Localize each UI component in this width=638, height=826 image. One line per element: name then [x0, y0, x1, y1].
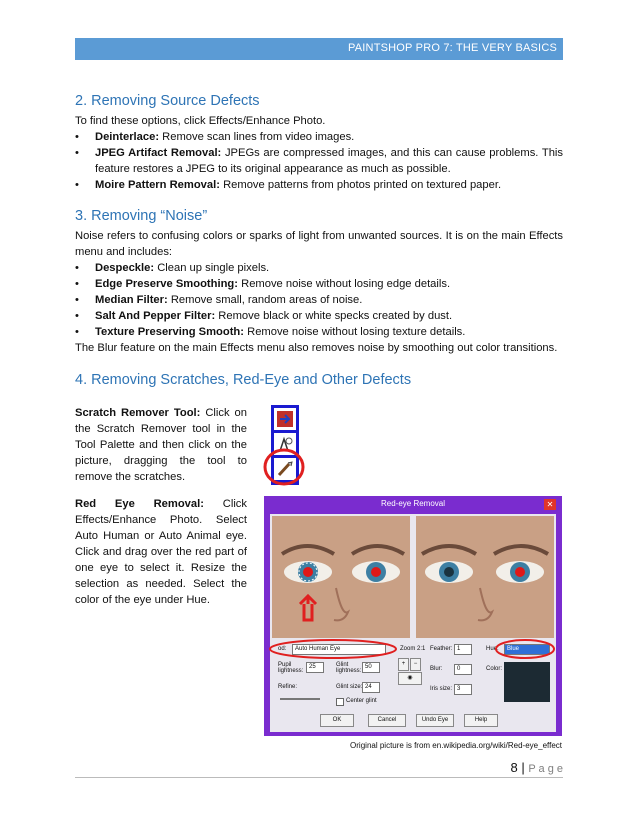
header-title: PAINTSHOP PRO 7: THE VERY BASICS	[348, 42, 557, 54]
iris-input[interactable]: 3	[454, 684, 472, 695]
term: Moire Pattern Removal:	[95, 179, 220, 191]
face-image	[416, 516, 554, 638]
pupil-label: Pupil lightness:	[278, 662, 304, 674]
term: Deinterlace:	[95, 131, 160, 143]
term: Scratch Remover Tool:	[75, 407, 201, 419]
page-word: P a g e	[528, 763, 563, 775]
pupil-input[interactable]: 25	[306, 662, 324, 673]
glint-lightness-input[interactable]: 50	[362, 662, 380, 673]
bullet-icon: •	[75, 179, 79, 191]
bullet-icon: •	[75, 310, 79, 322]
term-desc: JPEGs are compressed images, and this can cause problems. This feature restores a JPEG to its original appearance as much as possible.	[95, 147, 564, 175]
bullet-icon: •	[75, 294, 79, 306]
feather-input[interactable]: 1	[454, 644, 472, 655]
term-desc: Remove noise without losing texture details.	[247, 326, 466, 338]
feather-label: Feather:	[430, 646, 453, 652]
term-desc: Remove small, random areas of noise.	[170, 294, 363, 306]
section-4-heading: 4. Removing Scratches, Red-Eye and Other Defects	[75, 372, 412, 388]
glint-size-label: Glint size:	[336, 684, 363, 690]
color-label: Color:	[486, 666, 503, 672]
section-3-heading: 3. Removing “Noise”	[75, 208, 208, 224]
before-preview	[272, 516, 410, 638]
redeye-paragraph	[75, 496, 247, 608]
refine-slider[interactable]	[280, 698, 320, 700]
term-desc: Clean up single pixels.	[157, 262, 270, 274]
section-2-intro: To find these options, click Effects/Enhance Photo.	[75, 115, 326, 127]
dialog-body	[270, 514, 556, 732]
close-button[interactable]: ✕	[544, 499, 556, 510]
header-bar	[75, 38, 563, 60]
zoom-out-button[interactable]: −	[410, 658, 421, 671]
term-desc: Click on the Scratch Remover tool in the Tool Palette and then click on the picture, dragging the tool to remove the scratches.	[75, 407, 247, 483]
page-footer	[75, 760, 563, 778]
term: Median Filter:	[95, 294, 168, 306]
bullet-icon: •	[75, 326, 79, 338]
red-eye-tool-icon	[274, 408, 296, 430]
after-preview	[416, 516, 554, 638]
ok-button[interactable]: OK	[320, 714, 354, 727]
term-desc: Remove black or white specks created by dust.	[218, 310, 453, 322]
scratch-paragraph	[75, 405, 247, 485]
term-desc: Remove noise without losing edge details.	[241, 278, 451, 290]
hue-label: Hue:	[486, 646, 499, 652]
section-2-heading: 2. Removing Source Defects	[75, 93, 260, 109]
cancel-button[interactable]: Cancel	[368, 714, 406, 727]
glint-size-input[interactable]: 24	[362, 682, 380, 693]
method-label: od:	[278, 646, 287, 652]
highlight-ellipse-icon	[494, 638, 556, 660]
iris-label: Iris size:	[430, 686, 453, 692]
color-swatch[interactable]	[504, 662, 550, 702]
bullet-icon: •	[75, 262, 79, 274]
image-caption: Original picture is from en.wikipedia.org/wiki/Red-eye_effect	[350, 741, 562, 750]
blur-label: Blur:	[430, 666, 443, 672]
bullet-icon: •	[75, 131, 79, 143]
zoom-label: Zoom 2:1	[400, 646, 426, 652]
hue-select[interactable]: Blue	[504, 644, 550, 655]
term: Red Eye Removal:	[75, 498, 204, 510]
term-desc: Click Effects/Enhance Photo. Select Auto Human or Auto Animal eye. Click and drag over the red part of one eye to select it. Resize the selection as needed. Select the color of the eye under Hue.	[75, 498, 247, 606]
bullet-icon: •	[75, 147, 79, 159]
help-button[interactable]: Help	[464, 714, 498, 727]
zoom-in-button[interactable]: +	[398, 658, 409, 671]
center-glint-checkbox[interactable]	[336, 698, 344, 706]
term: Texture Preserving Smooth:	[95, 326, 244, 338]
dialog-title: Red-eye Removal	[380, 499, 446, 508]
term: Despeckle:	[95, 262, 155, 274]
term-desc: Remove scan lines from video images.	[162, 131, 355, 143]
center-glint-label: Center glint	[346, 698, 377, 704]
refine-label: Refine:	[278, 684, 298, 690]
term: Salt And Pepper Filter:	[95, 310, 216, 322]
blur-input[interactable]: 0	[454, 664, 472, 675]
highlight-circle-icon	[262, 446, 308, 488]
red-eye-dialog	[264, 496, 562, 736]
page-number: 8	[510, 760, 518, 775]
glint-lightness-label: Glint lightness:	[336, 662, 362, 674]
term-desc: Remove patterns from photos printed on textured paper.	[223, 179, 502, 191]
term: JPEG Artifact Removal:	[95, 147, 222, 159]
page-separator: |	[521, 760, 525, 775]
face-image	[272, 516, 410, 638]
tool-button[interactable]	[274, 408, 296, 430]
eye-view-button[interactable]: ◉	[398, 672, 422, 685]
section-3-outro: The Blur feature on the main Effects menu also removes noise by smoothing out color transitions.	[75, 342, 558, 354]
undo-eye-button[interactable]: Undo Eye	[416, 714, 454, 727]
bullet-icon: •	[75, 278, 79, 290]
section-3-intro: Noise refers to confusing colors or sparks of light from unwanted sources. It is on the main Effects menu and includes:	[75, 230, 563, 258]
term: Edge Preserve Smoothing:	[95, 278, 238, 290]
method-select[interactable]: Auto Human Eye	[292, 644, 386, 655]
highlight-ellipse-icon	[268, 638, 398, 660]
